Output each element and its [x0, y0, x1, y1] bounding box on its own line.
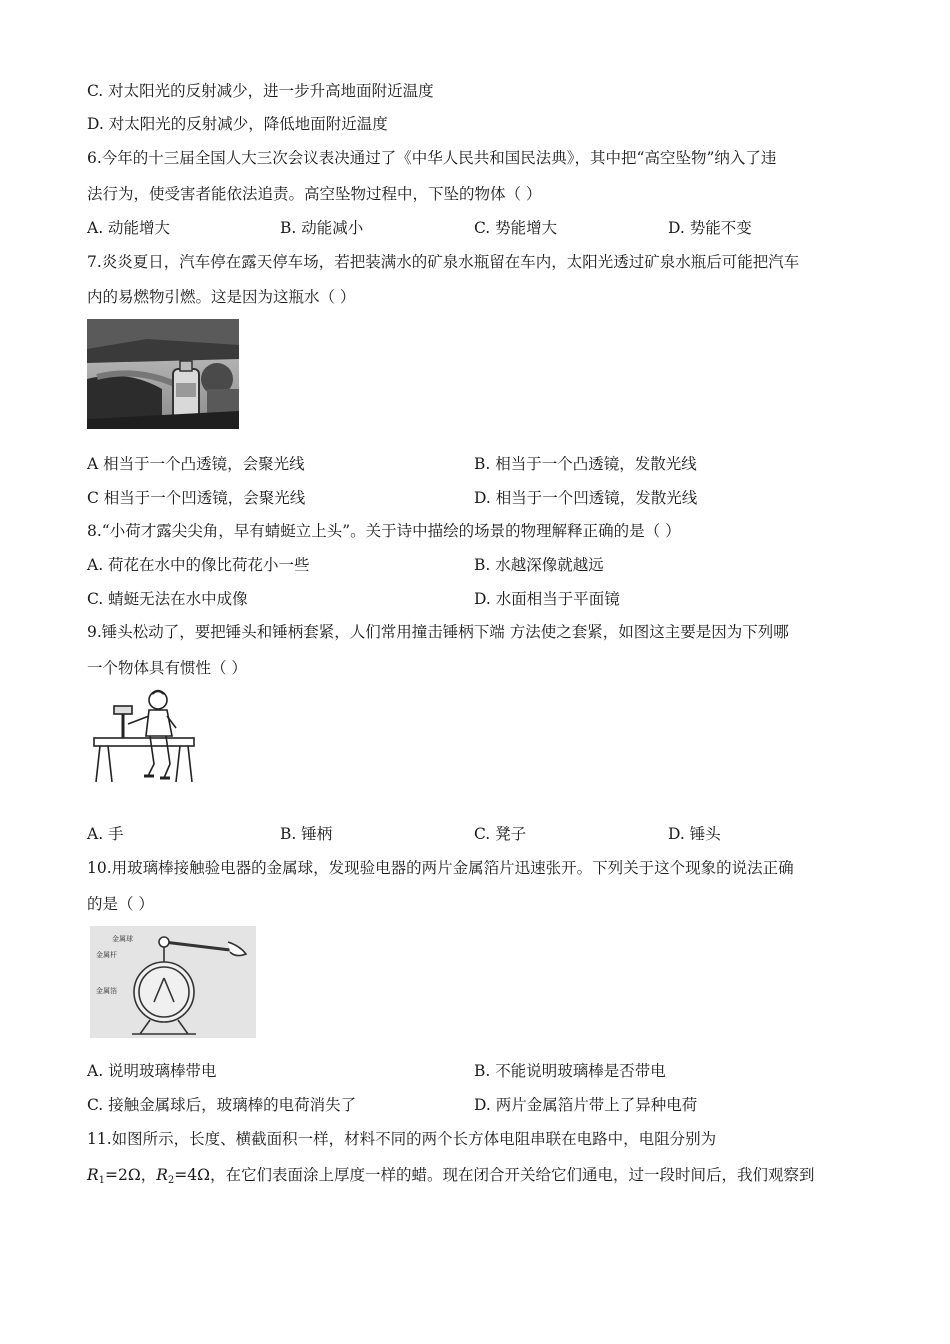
q5-option-c: C. 对太阳光的反射减少，进一步升高地面附近温度: [87, 82, 434, 100]
q8-option-a: A. 荷花在水中的像比荷花小一些: [87, 556, 310, 574]
q9-hammer-bench-illustration: [92, 688, 198, 788]
q8-option-b: B. 水越深像就越远: [474, 556, 604, 574]
q6-option-a: A. 动能增大: [87, 219, 171, 237]
q6-option-c: C. 势能增大: [474, 219, 558, 237]
q7-car-bottle-photo: [87, 319, 239, 429]
label-metal-foil: 金属箔: [96, 987, 117, 995]
q11-text-line2-rest: ，在它们表面涂上厚度一样的蜡。现在闭合开关给它们通电，过一段时间后，我们观察到: [210, 1166, 815, 1184]
q7-option-b: B. 相当于一个凸透镜，发散光线: [474, 455, 697, 473]
q11-text-line1: 11.如图所示，长度、横截面积一样，材料不同的两个长方体电阻串联在电路中，电阻分别为: [87, 1130, 717, 1148]
q10-option-b: B. 不能说明玻璃棒是否带电: [474, 1062, 666, 1080]
q7-text-line2: 内的易燃物引燃。这是因为这瓶水（ ）: [87, 288, 356, 306]
q7-text-line1: 7.炎炎夏日，汽车停在露天停车场，若把装满水的矿泉水瓶留在车内，太阳光透过矿泉水瓶后可能把汽车: [87, 253, 800, 271]
label-metal-rod: 金属杆: [96, 951, 117, 959]
q7-option-c: C 相当于一个凹透镜，会聚光线: [87, 489, 306, 507]
q10-electroscope-figure: [90, 926, 256, 1038]
r2-symbol: R: [156, 1166, 168, 1184]
r2-subscript: 2: [167, 1175, 175, 1186]
q6-text-line1: 6.今年的十三届全国人大三次会议表决通过了《中华人民共和国民法典》，其中把“高空坠物”纳入了违: [87, 149, 777, 167]
q7-option-a: A 相当于一个凸透镜，会聚光线: [87, 455, 305, 473]
q10-option-a: A. 说明玻璃棒带电: [87, 1062, 217, 1080]
q10-text-line1: 10.用玻璃棒接触验电器的金属球，发现验电器的两片金属箔片迅速张开。下列关于这个现象的说法正确: [87, 859, 794, 877]
q10-option-d: D. 两片金属箔片带上了异种电荷: [474, 1096, 698, 1114]
q8-option-c: C. 蜻蜓无法在水中成像: [87, 590, 248, 608]
r2-value: =4Ω: [174, 1166, 210, 1184]
r1-symbol: R: [87, 1166, 99, 1184]
q9-text-line1: 9.锤头松动了，要把锤头和锤柄套紧，人们常用撞击锤柄下端 方法使之套紧，如图这主要是因为下列哪: [87, 623, 789, 641]
q9-option-b: B. 锤柄: [280, 825, 333, 843]
r1-subscript: 1: [98, 1175, 106, 1186]
q10-option-c: C. 接触金属球后，玻璃棒的电荷消失了: [87, 1096, 357, 1114]
q9-text-line2: 一个物体具有惯性（ ）: [87, 659, 247, 677]
q9-option-a: A. 手: [87, 825, 124, 843]
q7-option-d: D. 相当于一个凹透镜，发散光线: [474, 489, 698, 507]
q6-text-line2: 法行为，使受害者能依法追责。高空坠物过程中，下坠的物体（ ）: [87, 185, 542, 203]
label-metal-ball: 金属球: [112, 935, 133, 943]
q9-option-d: D. 锤头: [668, 825, 721, 843]
q6-option-d: D. 势能不变: [668, 219, 752, 237]
q11-text-line2: [87, 1165, 815, 1191]
q10-text-line2: 的是（ ）: [87, 895, 154, 913]
q8-text: 8.“小荷才露尖尖角，早有蜻蜓立上头”。关于诗中描绘的场景的物理解释正确的是（ ）: [87, 522, 681, 540]
q9-option-c: C. 凳子: [474, 825, 527, 843]
q6-option-b: B. 动能减小: [280, 219, 364, 237]
q8-option-d: D. 水面相当于平面镜: [474, 590, 620, 608]
r1-value: =2Ω，: [105, 1166, 157, 1184]
q5-option-d: D. 对太阳光的反射减少，降低地面附近温度: [87, 115, 388, 133]
